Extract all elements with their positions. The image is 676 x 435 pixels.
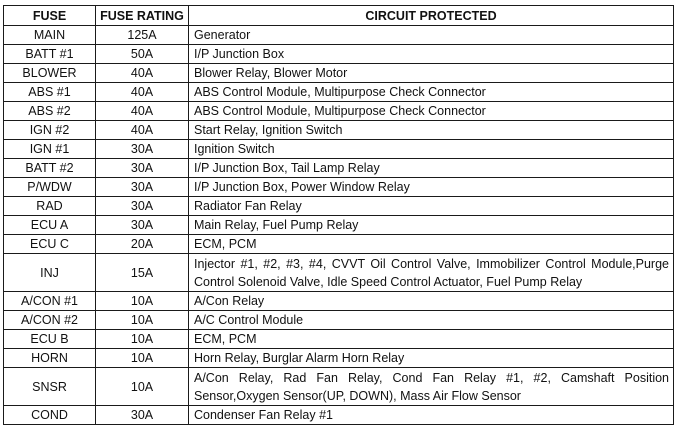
fuse-cell: IGN #2 — [4, 121, 96, 140]
rating-cell: 20A — [96, 235, 189, 254]
table-row — [4, 330, 674, 349]
circuit-cell: Condenser Fan Relay #1 — [189, 406, 674, 425]
circuit-cell: A/Con Relay — [189, 292, 674, 311]
fuse-cell: INJ — [4, 254, 96, 292]
fuse-cell: SNSR — [4, 368, 96, 406]
fuse-cell: ECU C — [4, 235, 96, 254]
table-header — [4, 6, 674, 26]
header-fuse-rating: FUSE RATING — [96, 6, 189, 26]
table-row — [4, 292, 674, 311]
table-row — [4, 121, 674, 140]
table-row — [4, 349, 674, 368]
circuit-cell: I/P Junction Box, Tail Lamp Relay — [189, 159, 674, 178]
header-fuse: FUSE — [4, 6, 96, 26]
rating-cell: 30A — [96, 178, 189, 197]
table-row — [4, 254, 674, 292]
circuit-cell: Injector #1, #2, #3, #4, CVVT Oil Control Valve, Immobilizer Control Module,Purge Control Solenoid Valve, Idle Speed Control Actuator, Fuel Pump Relay — [189, 254, 674, 292]
table-body — [4, 26, 674, 425]
fuse-cell: HORN — [4, 349, 96, 368]
circuit-cell: Main Relay, Fuel Pump Relay — [189, 216, 674, 235]
circuit-cell: Ignition Switch — [189, 140, 674, 159]
fuse-cell: ECU A — [4, 216, 96, 235]
fuse-cell: A/CON #2 — [4, 311, 96, 330]
table-row — [4, 178, 674, 197]
table-row — [4, 311, 674, 330]
fuse-cell: COND — [4, 406, 96, 425]
fuse-cell: P/WDW — [4, 178, 96, 197]
rating-cell: 10A — [96, 311, 189, 330]
table-row — [4, 159, 674, 178]
circuit-cell: ABS Control Module, Multipurpose Check Connector — [189, 102, 674, 121]
rating-cell: 40A — [96, 83, 189, 102]
table-row — [4, 26, 674, 45]
rating-cell: 40A — [96, 121, 189, 140]
rating-cell: 10A — [96, 349, 189, 368]
circuit-cell: Radiator Fan Relay — [189, 197, 674, 216]
circuit-cell: A/C Control Module — [189, 311, 674, 330]
fuse-cell: ECU B — [4, 330, 96, 349]
rating-cell: 50A — [96, 45, 189, 64]
table-row — [4, 83, 674, 102]
fuse-table — [3, 5, 674, 425]
rating-cell: 10A — [96, 368, 189, 406]
circuit-cell: ABS Control Module, Multipurpose Check Connector — [189, 83, 674, 102]
fuse-cell: BATT #1 — [4, 45, 96, 64]
circuit-cell: Start Relay, Ignition Switch — [189, 121, 674, 140]
fuse-cell: IGN #1 — [4, 140, 96, 159]
table-row — [4, 140, 674, 159]
table-row — [4, 45, 674, 64]
rating-cell: 30A — [96, 197, 189, 216]
circuit-cell: I/P Junction Box, Power Window Relay — [189, 178, 674, 197]
rating-cell: 30A — [96, 159, 189, 178]
rating-cell: 40A — [96, 102, 189, 121]
fuse-cell: BLOWER — [4, 64, 96, 83]
table-row — [4, 64, 674, 83]
header-circuit-protected: CIRCUIT PROTECTED — [189, 6, 674, 26]
circuit-cell: Blower Relay, Blower Motor — [189, 64, 674, 83]
header-row — [4, 6, 674, 26]
fuse-cell: BATT #2 — [4, 159, 96, 178]
rating-cell: 30A — [96, 406, 189, 425]
fuse-cell: ABS #2 — [4, 102, 96, 121]
rating-cell: 10A — [96, 330, 189, 349]
fuse-cell: RAD — [4, 197, 96, 216]
fuse-cell: ABS #1 — [4, 83, 96, 102]
circuit-cell: A/Con Relay, Rad Fan Relay, Cond Fan Relay #1, #2, Camshaft Position Sensor,Oxygen Sensor(UP, DOWN), Mass Air Flow Sensor — [189, 368, 674, 406]
circuit-cell: I/P Junction Box — [189, 45, 674, 64]
table-row — [4, 197, 674, 216]
circuit-cell: Horn Relay, Burglar Alarm Horn Relay — [189, 349, 674, 368]
rating-cell: 40A — [96, 64, 189, 83]
table-row — [4, 406, 674, 425]
table-row — [4, 235, 674, 254]
rating-cell: 15A — [96, 254, 189, 292]
circuit-cell: ECM, PCM — [189, 235, 674, 254]
table-row — [4, 102, 674, 121]
rating-cell: 10A — [96, 292, 189, 311]
rating-cell: 30A — [96, 140, 189, 159]
fuse-cell: MAIN — [4, 26, 96, 45]
circuit-cell: ECM, PCM — [189, 330, 674, 349]
fuse-cell: A/CON #1 — [4, 292, 96, 311]
rating-cell: 30A — [96, 216, 189, 235]
table-row — [4, 216, 674, 235]
rating-cell: 125A — [96, 26, 189, 45]
circuit-cell: Generator — [189, 26, 674, 45]
table-row — [4, 368, 674, 406]
